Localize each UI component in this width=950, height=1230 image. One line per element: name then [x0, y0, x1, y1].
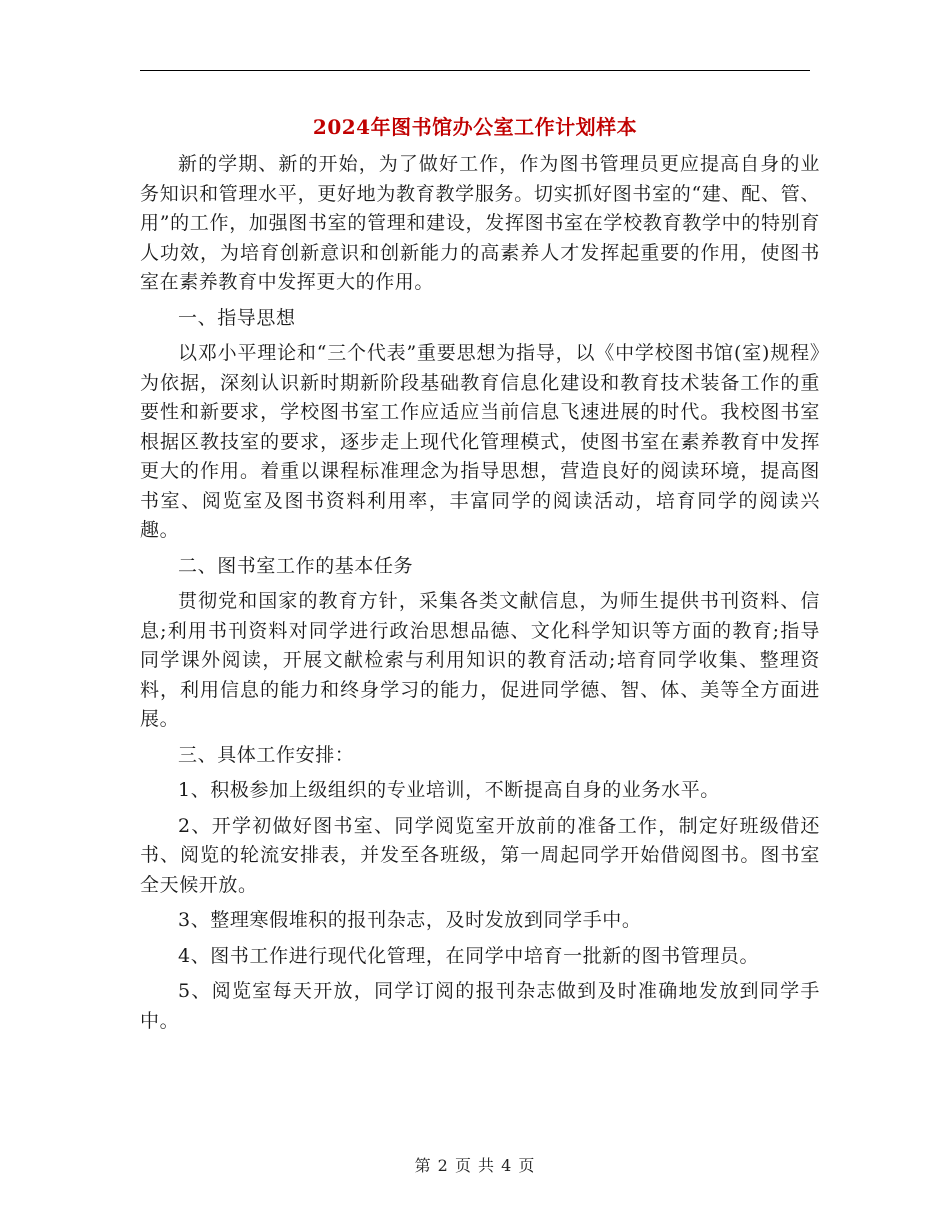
document-title: 2024年图书馆办公室工作计划样本	[312, 115, 638, 139]
section-heading-work-arrangement: 三、具体工作安排：	[178, 743, 355, 766]
arrangement-item-1: 1、积极参加上级组织的专业培训，不断提高自身的业务水平。	[178, 779, 720, 801]
section-heading-basic-tasks: 二、图书室工作的基本任务	[178, 554, 414, 577]
section-heading-guiding-ideology: 一、指导思想	[178, 306, 296, 329]
intro-paragraph: 新的学期、新的开始，为了做好工作，作为图书管理员更应提高自身的业务知识和管理水平，更好地为教育教学服务。切实抓好图书室的“建、配、管、用”的工作，加强图书室的管理和建设，发挥图书室在学校教育教学中的特别育人功效，为培育创新意识和创新能力的高素养人才发挥起重要的作用，使图书室在素养教育中发挥更大的作用。	[140, 153, 820, 293]
basic-tasks-paragraph: 贯彻党和国家的教育方针，采集各类文献信息，为师生提供书刊资料、信息;利用书刊资料对同学进行政治思想品德、文化科学知识等方面的教育;指导同学课外阅读，开展文献检索与利用知识的教育活动;培育同学收集、整理资料，利用信息的能力和终身学习的能力，促进同学德、智、体、美等全方面进展。	[140, 590, 820, 730]
arrangement-item-3: 3、整理寒假堆积的报刊杂志，及时发放到同学手中。	[178, 909, 642, 931]
arrangement-item-2: 2、开学初做好图书室、同学阅览室开放前的准备工作，制定好班级借还书、阅览的轮流安排表，并发至各班级，第一周起同学开始借阅图书。图书室全天候开放。	[140, 814, 820, 896]
page-footer: 第 2 页 共 4 页	[414, 1156, 536, 1175]
guiding-ideology-paragraph: 以邓小平理论和“三个代表”重要思想为指导，以《中学校图书馆(室)规程》为依据，深刻认识新时期新阶段基础教育信息化建设和教育技术装备工作的重要性和新要求，学校图书室工作应适应当前信息飞速进展的时代。我校图书室根据区教技室的要求，逐步走上现代化管理模式，使图书室在素养教育中发挥更大的作用。着重以课程标准理念为指导思想，营造良好的阅读环境，提高图书室、阅览室及图书资料利用率，丰富同学的阅读活动，培育同学的阅读兴趣。	[140, 342, 820, 541]
arrangement-item-5: 5、阅览室每天开放，同学订阅的报刊杂志做到及时准确地发放到同学手中。	[140, 980, 820, 1032]
header-rule	[140, 70, 810, 71]
arrangement-item-4: 4、图书工作进行现代化管理，在同学中培育一批新的图书管理员。	[178, 944, 760, 967]
document-body	[140, 150, 820, 1042]
